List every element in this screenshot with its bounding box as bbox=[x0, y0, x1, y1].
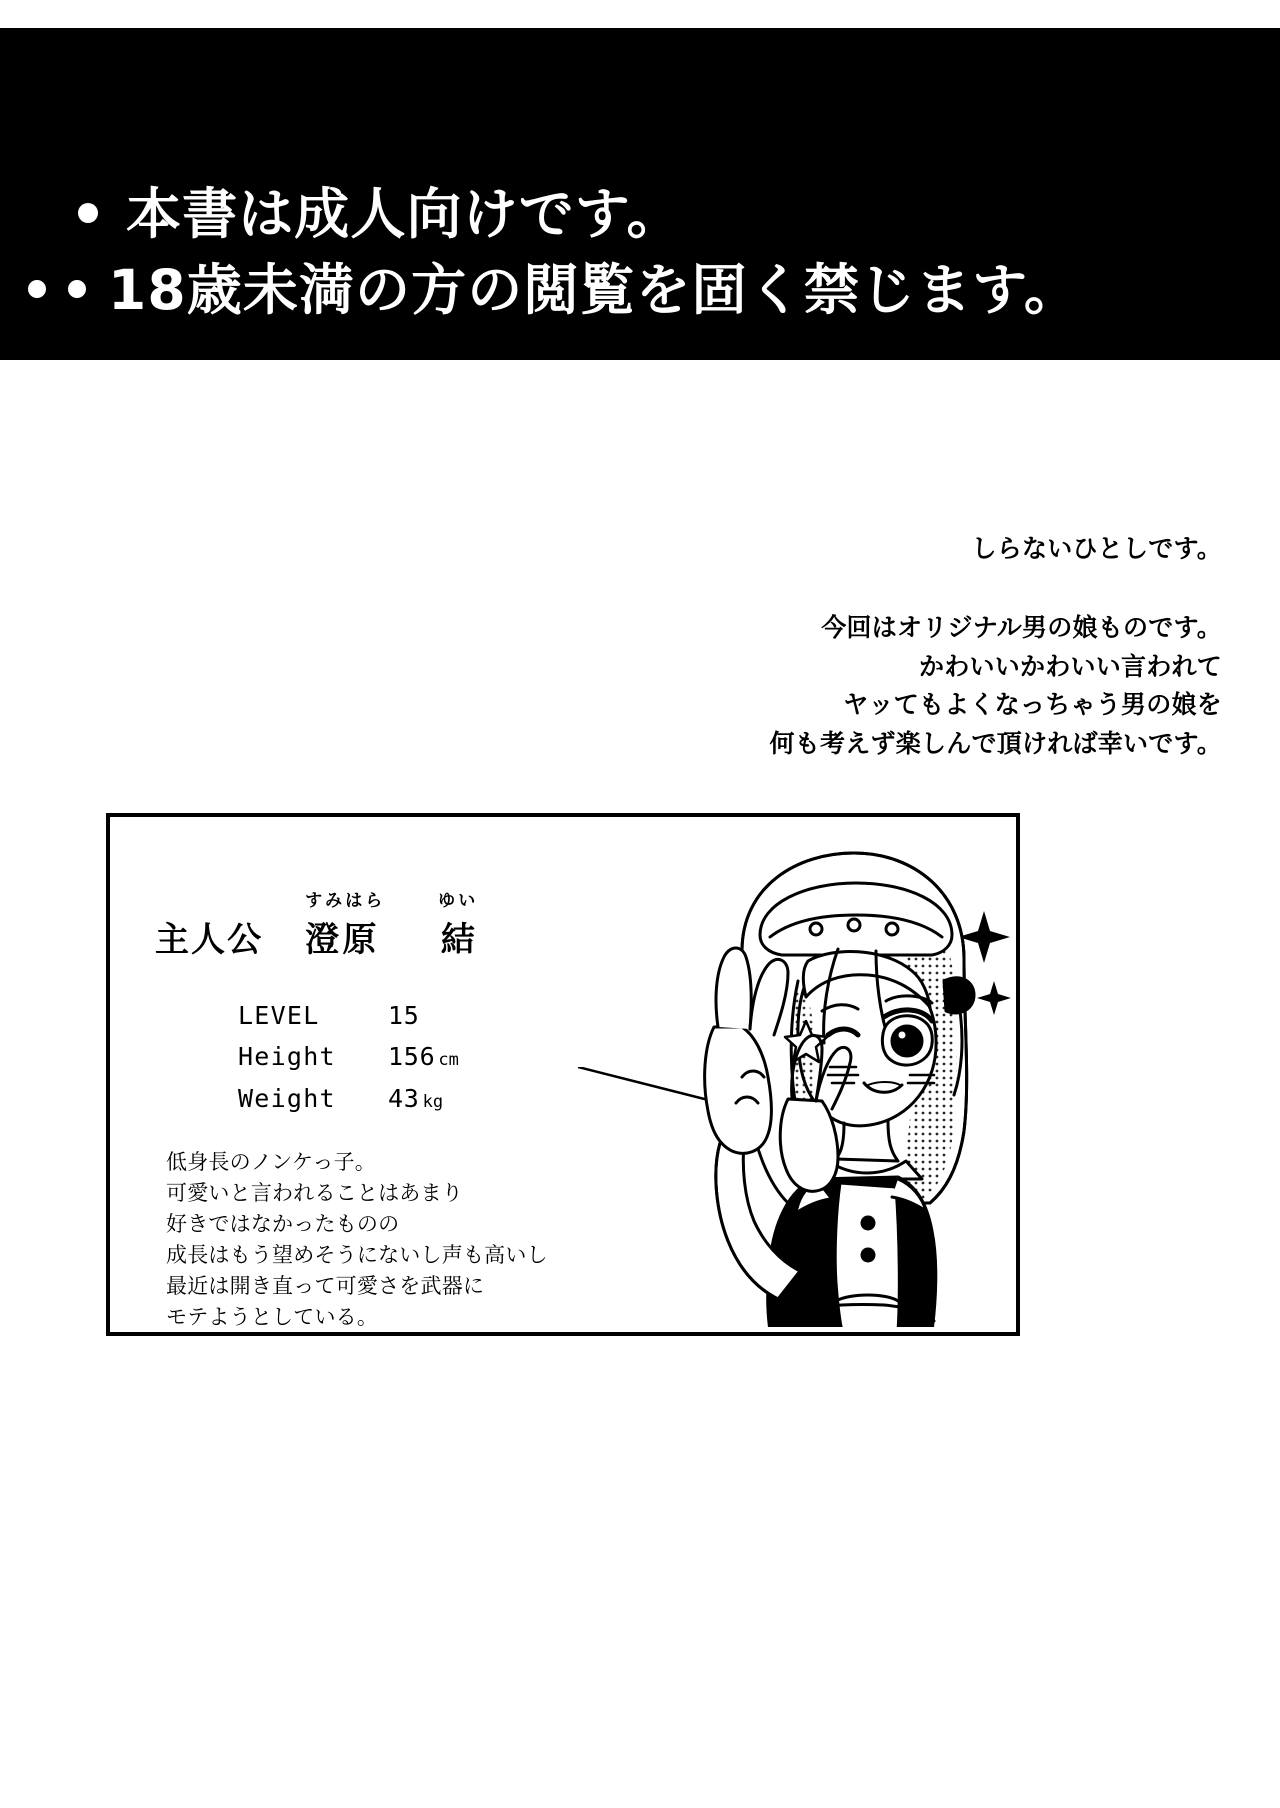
character-name bbox=[305, 920, 478, 960]
warning-text-secondary: 18歳未満の方の閲覧を固く禁じます。 bbox=[108, 258, 1080, 322]
stat-row bbox=[238, 1036, 459, 1077]
emphasis-dot-icon bbox=[28, 280, 46, 298]
character-name-family: 澄原 bbox=[305, 920, 380, 960]
character-role-label: 主人公 bbox=[155, 920, 264, 960]
author-greeting-block bbox=[769, 530, 1222, 764]
warning-line-primary bbox=[78, 170, 683, 249]
description-line: モテようとしている。 bbox=[166, 1305, 379, 1330]
emphasis-dot-icon bbox=[68, 280, 86, 298]
stat-value: 15 bbox=[388, 1001, 420, 1030]
character-stats-list bbox=[238, 995, 459, 1119]
stat-unit: kg bbox=[422, 1091, 444, 1112]
stat-key: Weight bbox=[238, 1083, 336, 1113]
description-line: 可愛いと言われることはあまり bbox=[166, 1181, 463, 1206]
furigana-given: ゆい bbox=[438, 891, 479, 911]
profile-heading bbox=[155, 891, 479, 961]
description-line: 低身長のノンケっ子。 bbox=[166, 1150, 376, 1174]
character-profile-card bbox=[106, 813, 1020, 1336]
greeting-line: かわいいかわいい言われて bbox=[918, 651, 1222, 681]
warning-text-primary: 本書は成人向けです。 bbox=[126, 182, 683, 246]
stat-key: LEVEL bbox=[238, 1001, 320, 1030]
character-description bbox=[166, 1147, 548, 1333]
greeting-line: 今回はオリジナル男の娘ものです。 bbox=[821, 612, 1222, 642]
character-name-furigana bbox=[305, 886, 478, 911]
greeting-intro: しらないひとしです。 bbox=[971, 534, 1222, 563]
stat-unit: cm bbox=[438, 1050, 459, 1071]
stat-value: 156 bbox=[388, 1042, 436, 1072]
emphasis-dot-icon bbox=[78, 203, 98, 223]
character-name-given: 結 bbox=[440, 920, 479, 960]
stat-key: Height bbox=[238, 1042, 336, 1072]
description-line: 好きではなかったものの bbox=[166, 1212, 400, 1237]
stat-row bbox=[238, 1078, 459, 1119]
furigana-family: すみはら bbox=[305, 891, 386, 911]
character-name-wrap bbox=[305, 891, 479, 961]
description-line: 最近は開き直って可愛さを武器に bbox=[166, 1274, 485, 1299]
character-illustration bbox=[592, 831, 1020, 1336]
greeting-line: ヤッてもよくなっちゃう男の娘を bbox=[843, 690, 1222, 720]
stat-value: 43 bbox=[388, 1083, 420, 1113]
description-line: 成長はもう望めそうにないし声も高いし bbox=[166, 1243, 548, 1268]
warning-line-secondary bbox=[28, 246, 1080, 325]
adult-content-warning-banner bbox=[0, 28, 1280, 360]
greeting-line: 何も考えず楽しんで頂ければ幸いです。 bbox=[769, 729, 1222, 758]
stat-row bbox=[238, 995, 459, 1036]
